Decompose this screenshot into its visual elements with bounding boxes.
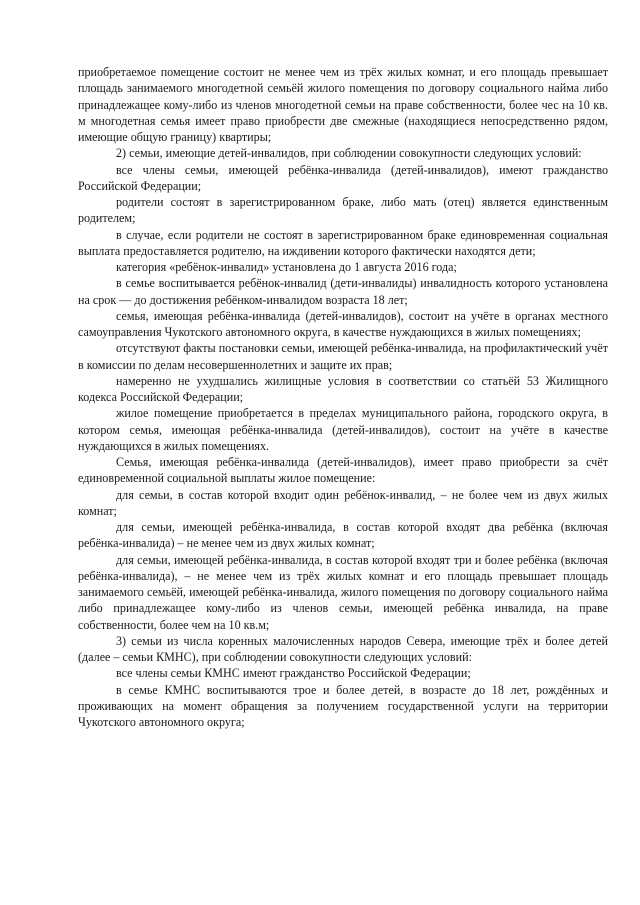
- paragraph-continuation: приобретаемое помещение состоит не менее чем из трёх жилых комнат, и его площадь превышает площадь занимаемого многодетной семьёй жилого помещения по договору социального найма либо принадлежащее кому-либо из членов многодетной семьи на праве собственности, более чес на 10 кв. м многодетная семья имеет право приобрести две смежные (находящиеся непосредственно рядом, имеющие общую границу) квартиры;: [78, 65, 608, 144]
- paragraph-category-date: категория «ребёнок-инвалид» установлена до 1 августа 2016 года;: [116, 260, 457, 274]
- paragraph-registration: семья, имеющая ребёнка-инвалида (детей-инвалидов), состоит на учёте в органах местного самоуправления Чукотского автономного округа, в качестве нуждающихся в жилых помещениях;: [78, 308, 608, 339]
- paragraph-citizenship: все члены семьи, имеющей ребёнка-инвалида (детей-инвалидов), имеют гражданство Российской Федерации;: [78, 162, 608, 193]
- paragraph-three-children: для семьи, имеющей ребёнка-инвалида, в состав которой входят три и более ребёнка (включая ребёнка-инвалида), – не менее чем из трёх жилых комнат и его площадь превышает площадь занимаемого семьёй, имеющей ребёнка-инвалида, жилого помещения по договору социального найма либо принадлежащее кому-либо из членов семьи, имеющей ребёнка инвалида, на праве собственности, более чем на 10 кв.м;: [78, 552, 608, 632]
- paragraph-no-prevention-record: отсутствуют факты постановки семьи, имеющей ребёнка-инвалида, на профилактический учёт в комиссии по делам несовершеннолетних и защите их прав;: [78, 341, 608, 372]
- paragraph-marriage: родители состоят в зарегистрированном браке, либо мать (отец) является единственным родителем;: [78, 195, 608, 226]
- paragraph-unmarried-parents: в случае, если родители не состоят в зарегистрированном браке единовременная социальная выплата предоставляется родителю, на иждивении которого фактически находятся дети;: [78, 227, 608, 258]
- paragraph-right-to-acquire: Семья, имеющая ребёнка-инвалида (детей-инвалидов), имеет право приобрести за счёт единовременной социальной выплаты жилое помещение:: [78, 455, 608, 486]
- paragraph-kmns-citizenship: все члены семьи КМНС имеют гражданство Российской Федерации;: [116, 666, 471, 681]
- paragraph-disability-term: в семье воспитывается ребёнок-инвалид (дети-инвалиды) инвалидность которого установлена на срок — до достижения ребёнком-инвалидом возраста 18 лет;: [78, 276, 608, 307]
- paragraph-item-3-heading: 3) семьи из числа коренных малочисленных народов Севера, имеющие трёх и более детей (далее – семьи КМНС), при соблюдении совокупности следующих условий:: [78, 633, 608, 664]
- paragraph-housing-conditions: намеренно не ухудшались жилищные условия в соответствии со статьёй 53 Жилищного кодекса Российской Федерации;: [78, 373, 608, 404]
- paragraph-location: жилое помещение приобретается в пределах муниципального района, городского округа, в котором семья, имеющая ребёнка-инвалида (детей-инвалидов), состоит на учёте в качестве нуждающихся в жилых помещениях.: [78, 406, 608, 453]
- paragraph-one-child: для семьи, в состав которой входит один ребёнок-инвалид, – не более чем из двух жилых комнат;: [78, 487, 608, 518]
- paragraph-kmns-children: в семье КМНС воспитываются трое и более детей, в возрасте до 18 лет, рождённых и проживающих на момент обращения за получением государственной услуги на территории Чукотского автономного округа;: [78, 682, 608, 729]
- paragraph-item-2-heading: 2) семьи, имеющие детей-инвалидов, при соблюдении совокупности следующих условий:: [116, 146, 582, 161]
- document-body: [78, 64, 608, 730]
- paragraph-two-children: для семьи, имеющей ребёнка-инвалида, в состав которой входят два ребёнка (включая ребёнка-инвалида) – не менее чем из двух жилых комнат;: [78, 520, 608, 551]
